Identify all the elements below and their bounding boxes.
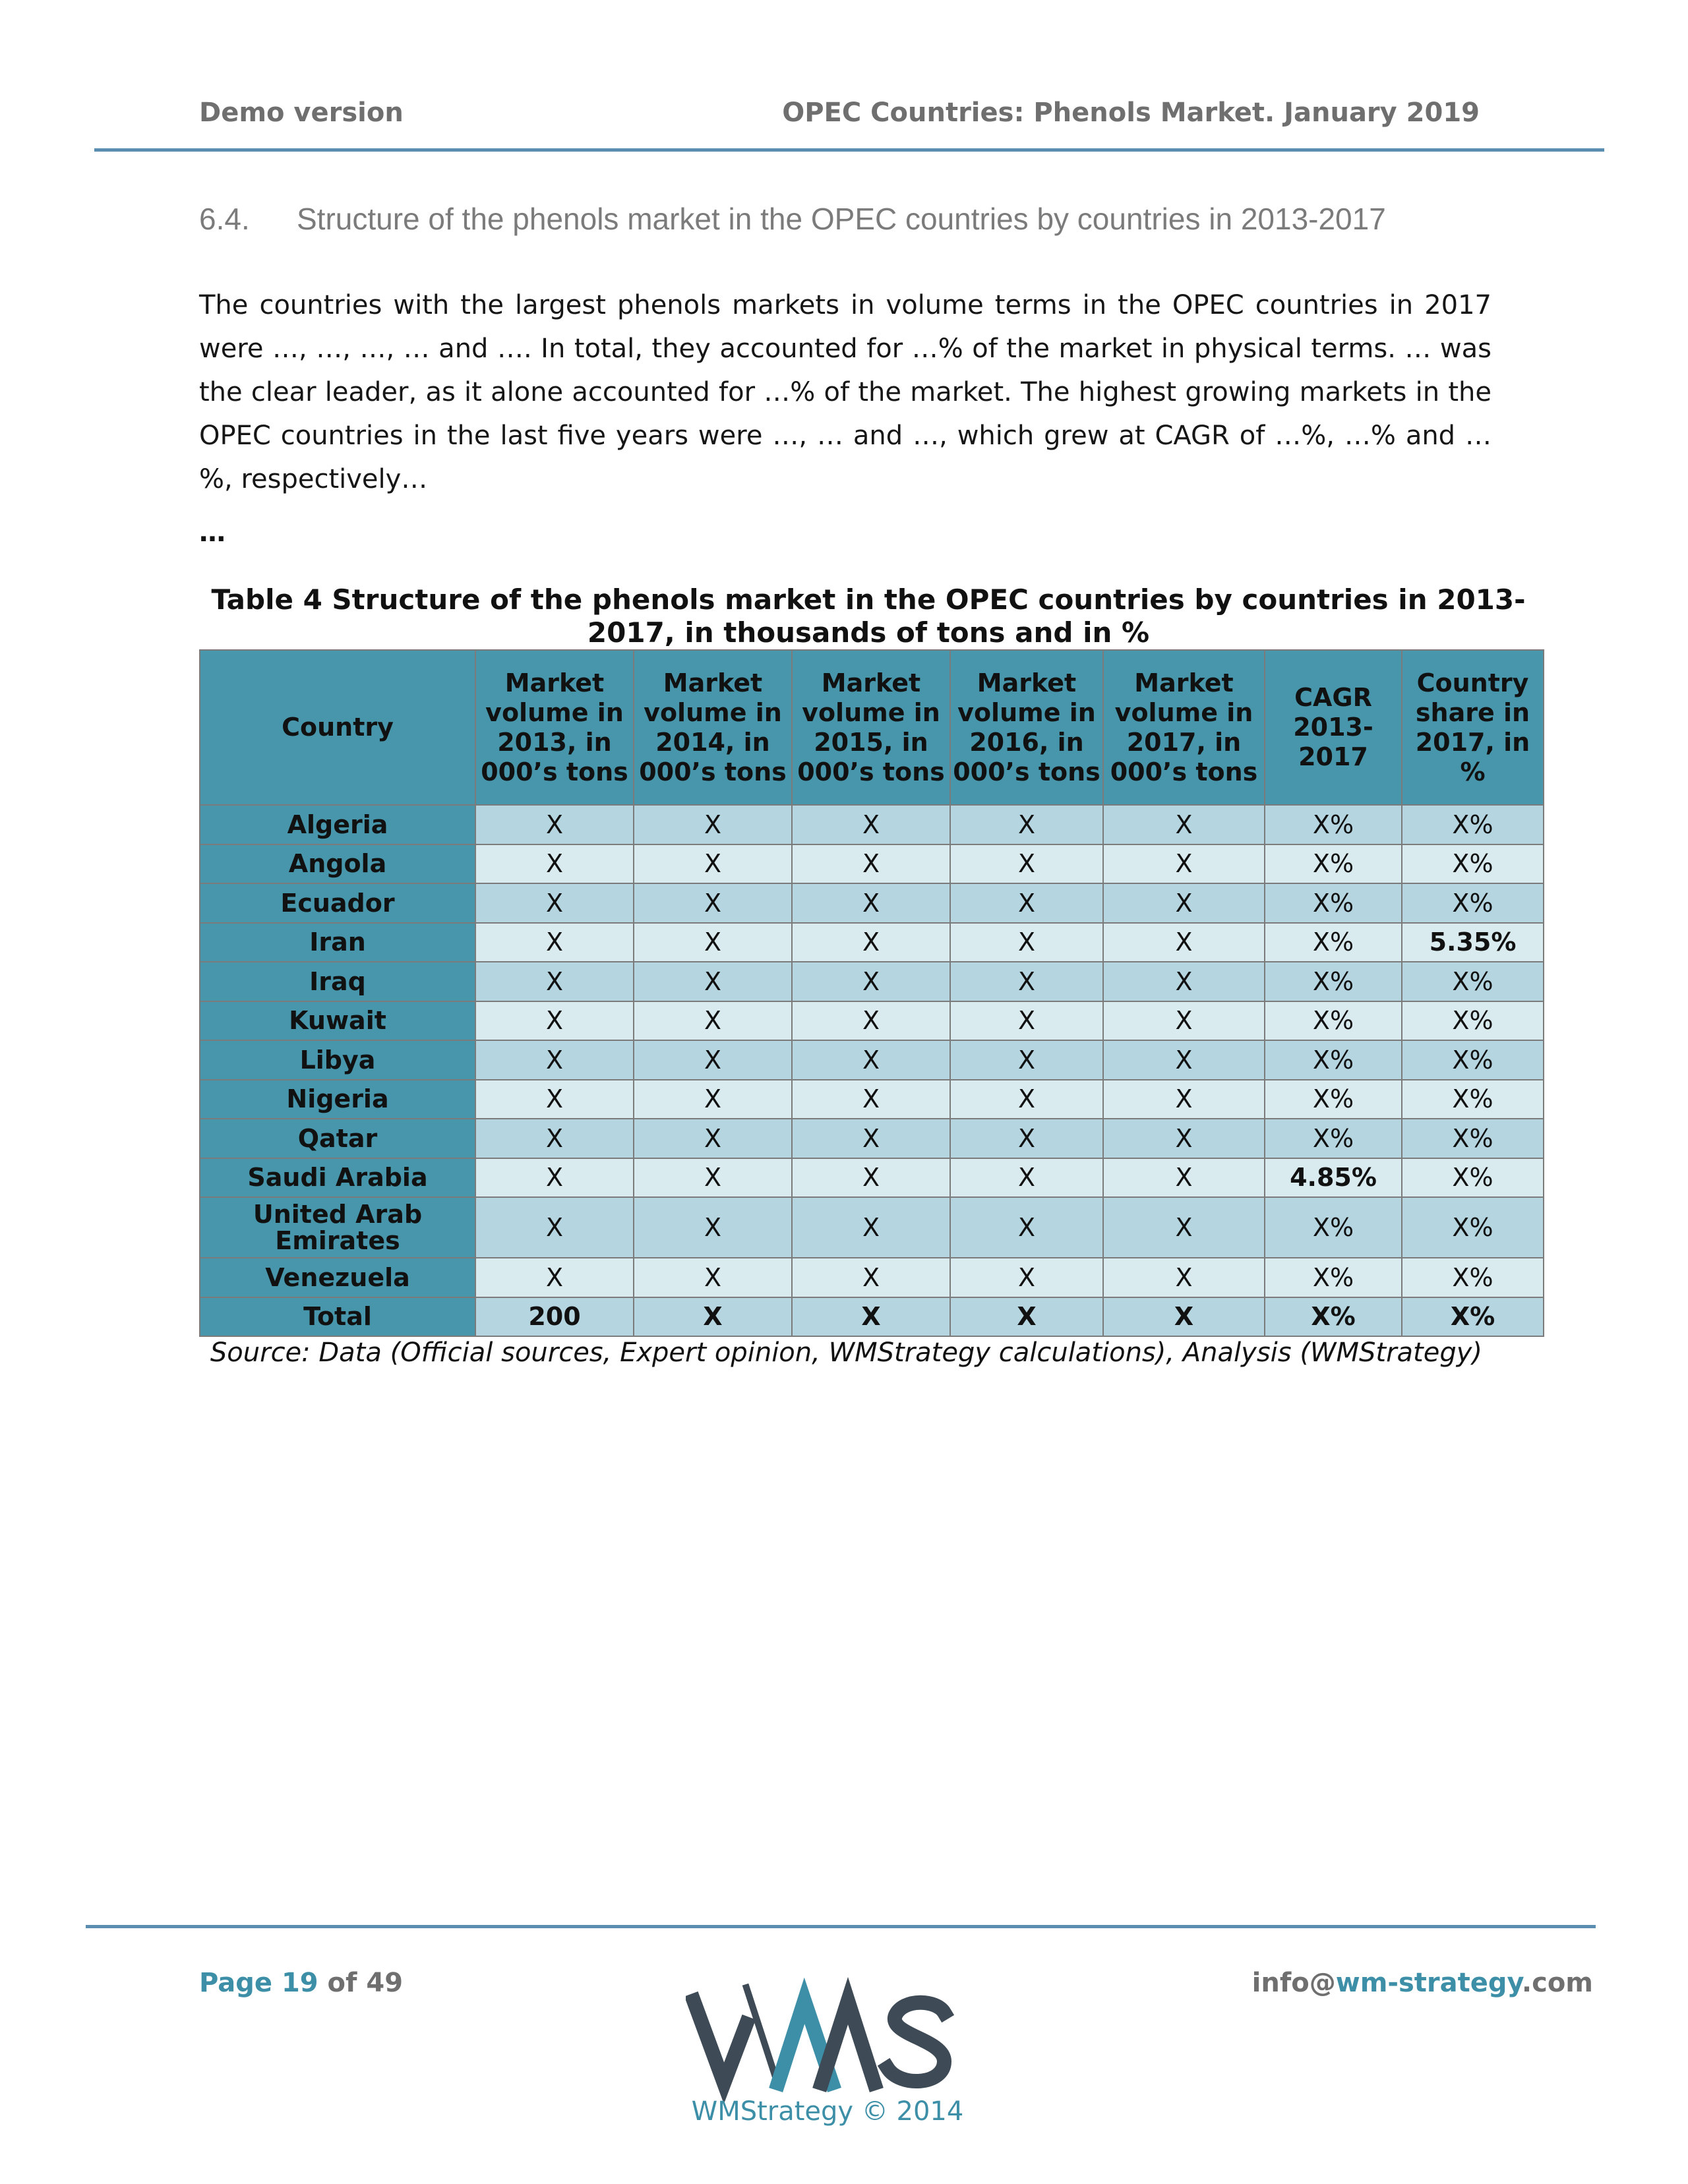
- table-row: [200, 1001, 1544, 1041]
- value-cell: X: [475, 1158, 634, 1198]
- value-cell: X: [1103, 962, 1265, 1001]
- value-cell: X: [792, 844, 950, 884]
- table-row: [200, 1197, 1544, 1258]
- country-cell: Kuwait: [200, 1001, 475, 1041]
- value-cell: X%: [1265, 1040, 1402, 1080]
- value-cell: X: [475, 844, 634, 884]
- value-cell: X%: [1402, 1001, 1544, 1041]
- country-cell: Iraq: [200, 962, 475, 1001]
- column-header: Market volume in 2015, in 000’s tons: [792, 650, 950, 805]
- logo-slash-mark: [746, 1988, 778, 2085]
- header-report-title: OPEC Countries: Phenols Market. January 2019: [782, 98, 1480, 128]
- table-row: [200, 883, 1544, 923]
- column-header: Market volume in 2014, in 000’s tons: [634, 650, 792, 805]
- header-country: Country: [200, 650, 475, 805]
- value-cell: X: [475, 923, 634, 962]
- value-cell: X%: [1265, 962, 1402, 1001]
- market-structure-table: [199, 649, 1544, 1337]
- table-row: [200, 844, 1544, 884]
- country-cell: Angola: [200, 844, 475, 884]
- value-cell: X: [1103, 883, 1265, 923]
- value-cell: X%: [1265, 1197, 1402, 1258]
- value-cell: X: [634, 1297, 792, 1337]
- value-cell: X: [475, 1001, 634, 1041]
- header-demo-label: Demo version: [199, 98, 404, 128]
- table-row: [200, 1040, 1544, 1080]
- table-total-row: [200, 1297, 1544, 1337]
- value-cell: X%: [1265, 1297, 1402, 1337]
- value-cell: X: [475, 1040, 634, 1080]
- value-cell: X: [1103, 805, 1265, 844]
- page-separator: of: [327, 1968, 357, 1998]
- value-cell: X: [634, 1001, 792, 1041]
- table-row: [200, 1119, 1544, 1158]
- page-prefix: Page: [199, 1968, 272, 1998]
- country-cell: Ecuador: [200, 883, 475, 923]
- value-cell: X: [1103, 1258, 1265, 1297]
- value-cell: X: [950, 1258, 1103, 1297]
- value-cell: X: [792, 1001, 950, 1041]
- value-cell: X%: [1265, 923, 1402, 962]
- value-cell: X: [950, 1119, 1103, 1158]
- value-cell: X: [634, 805, 792, 844]
- value-cell: X%: [1402, 805, 1544, 844]
- country-cell: Saudi Arabia: [200, 1158, 475, 1198]
- table-header-row: [200, 650, 1544, 805]
- value-cell: X%: [1402, 1158, 1544, 1198]
- value-cell: X%: [1402, 1040, 1544, 1080]
- value-cell: X: [792, 1258, 950, 1297]
- table-row: [200, 923, 1544, 962]
- header-divider: [94, 148, 1604, 152]
- value-cell: X: [634, 844, 792, 884]
- value-cell: X: [792, 1040, 950, 1080]
- value-cell: X%: [1402, 1258, 1544, 1297]
- value-cell: X: [475, 962, 634, 1001]
- value-cell: X: [950, 1080, 1103, 1119]
- email-domain: wm-strategy: [1335, 1968, 1522, 1998]
- value-cell: X: [950, 844, 1103, 884]
- section-heading: [199, 201, 1386, 237]
- value-cell: X%: [1265, 1080, 1402, 1119]
- value-cell: X%: [1402, 1297, 1544, 1337]
- value-cell: X%: [1402, 844, 1544, 884]
- country-cell: Total: [200, 1297, 475, 1337]
- value-cell: X%: [1265, 883, 1402, 923]
- value-cell: X: [1103, 844, 1265, 884]
- logo-s-mark: [888, 2003, 944, 2081]
- logo-w-mark: [694, 2001, 746, 2083]
- value-cell: X%: [1402, 1119, 1544, 1158]
- logo-a-mark: [822, 2001, 874, 2083]
- value-cell: X: [792, 883, 950, 923]
- value-cell: X: [1103, 1040, 1265, 1080]
- value-cell: X: [1103, 1197, 1265, 1258]
- value-cell: 200: [475, 1297, 634, 1337]
- value-cell: X%: [1265, 844, 1402, 884]
- value-cell: X: [950, 1040, 1103, 1080]
- value-cell: X: [475, 1197, 634, 1258]
- country-cell: Venezuela: [200, 1258, 475, 1297]
- table-row: [200, 805, 1544, 844]
- value-cell: X%: [1402, 962, 1544, 1001]
- value-cell: X%: [1265, 1258, 1402, 1297]
- value-cell: X%: [1265, 1001, 1402, 1041]
- table-row: [200, 1080, 1544, 1119]
- column-header: Country share in 2017, in %: [1402, 650, 1544, 805]
- value-cell: X: [950, 1001, 1103, 1041]
- email-user: info@: [1251, 1968, 1336, 1998]
- value-cell: X: [1103, 923, 1265, 962]
- value-cell: X: [634, 1197, 792, 1258]
- page-total: 49: [366, 1968, 404, 1998]
- table-row: [200, 962, 1544, 1001]
- value-cell: X%: [1402, 1197, 1544, 1258]
- value-cell: X: [950, 1158, 1103, 1198]
- value-cell: X: [792, 923, 950, 962]
- table-row: [200, 1258, 1544, 1297]
- value-cell: X: [792, 1158, 950, 1198]
- value-cell: X: [792, 1297, 950, 1337]
- value-cell: X: [634, 1080, 792, 1119]
- value-cell: X: [475, 1080, 634, 1119]
- value-cell: X: [950, 923, 1103, 962]
- ellipsis-paragraph: …: [199, 517, 226, 548]
- country-cell: Algeria: [200, 805, 475, 844]
- footer-divider: [86, 1925, 1596, 1928]
- country-cell: Libya: [200, 1040, 475, 1080]
- country-cell: Qatar: [200, 1119, 475, 1158]
- country-cell: Nigeria: [200, 1080, 475, 1119]
- value-cell: X: [634, 962, 792, 1001]
- table-body: [200, 805, 1544, 1336]
- value-cell: X: [475, 1119, 634, 1158]
- value-cell: X: [634, 1258, 792, 1297]
- value-cell: X: [950, 883, 1103, 923]
- table-caption: Table 4 Structure of the phenols market in the OPEC countries by countries in 2013-2017, in thousands of tons and in %: [211, 583, 1526, 649]
- page-current: 19: [281, 1968, 318, 1998]
- page-number: [199, 1968, 403, 1998]
- email-tld: .com: [1521, 1968, 1593, 1998]
- value-cell: X: [950, 805, 1103, 844]
- value-cell: X: [634, 1158, 792, 1198]
- value-cell: X: [634, 1119, 792, 1158]
- value-cell: X: [950, 962, 1103, 1001]
- section-number: 6.4.: [199, 202, 250, 236]
- value-cell: X%: [1402, 883, 1544, 923]
- logo-caption: WMStrategy © 2014: [691, 2096, 964, 2127]
- wms-logo-icon: [686, 1974, 956, 2106]
- value-cell: X: [950, 1297, 1103, 1337]
- value-cell: 4.85%: [1265, 1158, 1402, 1198]
- table-source-note: Source: Data (Official sources, Expert opinion, WMStrategy calculations), Analysis (WMStrategy): [210, 1338, 1482, 1368]
- value-cell: X: [1103, 1297, 1265, 1337]
- value-cell: X: [1103, 1080, 1265, 1119]
- column-header: Market volume in 2016, in 000’s tons: [950, 650, 1103, 805]
- column-header: Market volume in 2013, in 000’s tons: [475, 650, 634, 805]
- value-cell: X: [792, 962, 950, 1001]
- body-paragraph: The countries with the largest phenols markets in volume terms in the OPEC countries in 2017 were …, …, …, … and …. In total, they accounted for …% of the market in physical terms. … was the clear leader, as it alone accounted for …% of the market. The highest growing markets in the OPEC countries in the last five years were …, … and …, which grew at CAGR of …%, …% and …%, respectively…: [199, 290, 1492, 494]
- value-cell: X: [950, 1197, 1103, 1258]
- section-title-text: Structure of the phenols market in the OPEC countries by countries in 2013-2017: [297, 202, 1386, 236]
- value-cell: X: [1103, 1119, 1265, 1158]
- value-cell: X: [634, 1040, 792, 1080]
- value-cell: X: [792, 1197, 950, 1258]
- value-cell: X%: [1265, 805, 1402, 844]
- column-header: Market volume in 2017, in 000’s tons: [1103, 650, 1265, 805]
- value-cell: X: [475, 805, 634, 844]
- value-cell: X: [634, 883, 792, 923]
- value-cell: X%: [1402, 1080, 1544, 1119]
- value-cell: X: [1103, 1001, 1265, 1041]
- value-cell: X: [792, 1080, 950, 1119]
- value-cell: X: [792, 1119, 950, 1158]
- value-cell: 5.35%: [1402, 923, 1544, 962]
- value-cell: X: [475, 883, 634, 923]
- value-cell: X: [634, 923, 792, 962]
- country-cell: United Arab Emirates: [200, 1197, 475, 1258]
- value-cell: X: [792, 805, 950, 844]
- column-header: CAGR 2013-2017: [1265, 650, 1402, 805]
- value-cell: X: [1103, 1158, 1265, 1198]
- table-row: [200, 1158, 1544, 1198]
- value-cell: X%: [1265, 1119, 1402, 1158]
- value-cell: X: [475, 1258, 634, 1297]
- country-cell: Iran: [200, 923, 475, 962]
- contact-email: [1252, 1968, 1593, 1998]
